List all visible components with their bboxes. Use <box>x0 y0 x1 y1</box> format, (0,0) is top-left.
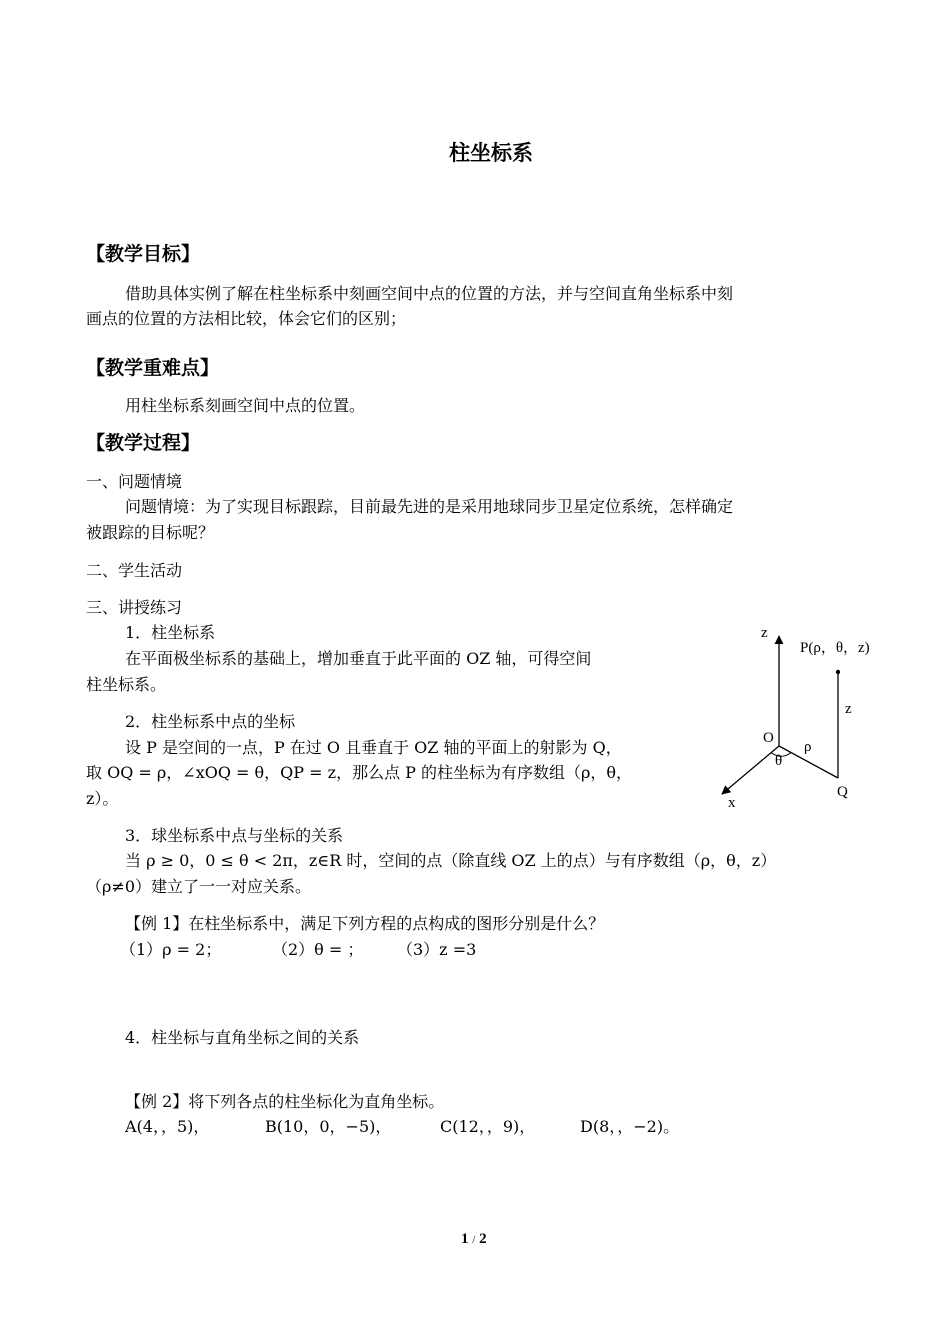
s3-title: 3．球坐标系中点与坐标的关系 <box>125 826 344 845</box>
x-axis-label: x <box>728 795 736 811</box>
page-title: 柱坐标系 <box>449 141 533 165</box>
goals-text-line2: 画点的位置的方法相比较，体会它们的区别； <box>86 309 407 328</box>
part1-text-line1: 问题情境：为了实现目标跟踪，目前最先进的是采用地球同步卫星定位系统，怎样确定 <box>125 497 734 516</box>
x-axis-line <box>722 746 779 794</box>
example1-item-1: （1）ρ = 2； <box>120 940 222 959</box>
example2-item-d: D(8，，−2)。 <box>580 1117 680 1136</box>
rho-label: ρ <box>804 739 812 755</box>
qp-length-label: z <box>845 701 852 717</box>
example2-item-c: C(12，，9)， <box>440 1117 536 1136</box>
example1-item-2: （2）θ = ； <box>272 940 364 959</box>
s4-title: 4．柱坐标与直角坐标之间的关系 <box>125 1028 360 1047</box>
s2-text-line3: z）。 <box>86 789 119 808</box>
page-number <box>461 1229 487 1250</box>
part2-heading: 二、学生活动 <box>86 561 183 580</box>
s2-text-line1: 设 P 是空间的一点，P 在过 O 且垂直于 OZ 轴的平面上的射影为 Q， <box>125 738 622 757</box>
s3-text-line2: （ρ≠0）建立了一一对应关系。 <box>86 877 311 896</box>
s2-title: 2．柱坐标系中点的坐标 <box>125 712 296 731</box>
point-q-label: Q <box>837 784 848 800</box>
point-p-dot <box>836 670 840 674</box>
example2-title: 【例 2】将下列各点的柱坐标化为直角坐标。 <box>125 1092 445 1111</box>
cylindrical-coordinate-diagram <box>700 618 900 818</box>
keypoints-text: 用柱坐标系刻画空间中点的位置。 <box>125 396 366 415</box>
example1-title: 【例 1】在柱坐标系中，满足下列方程的点构成的图形分别是什么？ <box>125 914 605 933</box>
s3-text-line1: 当 ρ ≥ 0，0 ≤ θ < 2π，z∈R 时，空间的点（除直线 OZ 上的点）与有序数组（ρ，θ，z） <box>125 851 777 870</box>
z-axis-label: z <box>761 625 768 641</box>
theta-label: θ <box>775 753 783 769</box>
s1-text-line2: 柱坐标系。 <box>86 675 167 694</box>
goals-text-line1: 借助具体实例了解在柱坐标系中刻画空间中点的位置的方法，并与空间直角坐标系中刻 <box>125 284 734 303</box>
example2-item-a: A(4，，5)， <box>125 1117 210 1136</box>
page-total: 2 <box>479 1231 487 1247</box>
part3-heading: 三、讲授练习 <box>86 598 183 617</box>
part1-text-line2: 被跟踪的目标呢？ <box>86 523 215 542</box>
example1-item-3: （3）z =3 <box>397 940 477 959</box>
example2-item-b: B(10，0，−5)， <box>265 1117 392 1136</box>
part1-heading: 一、问题情境 <box>86 472 183 491</box>
origin-label: O <box>763 730 774 746</box>
s1-text-line1: 在平面极坐标系的基础上，增加垂直于此平面的 OZ 轴，可得空间 <box>125 649 592 668</box>
section-heading-process: 【教学过程】 <box>86 432 201 454</box>
page-separator: / <box>472 1234 476 1246</box>
s1-title: 1．柱坐标系 <box>125 623 216 642</box>
page-current: 1 <box>461 1231 469 1247</box>
section-heading-keypoints: 【教学重难点】 <box>86 357 220 379</box>
point-p-label: P(ρ，θ，z) <box>800 640 870 656</box>
section-heading-goals: 【教学目标】 <box>86 243 201 265</box>
s2-text-line2: 取 OQ = ρ，∠xOQ = θ，QP = z，那么点 P 的柱坐标为有序数组（ρ，θ， <box>86 763 633 782</box>
